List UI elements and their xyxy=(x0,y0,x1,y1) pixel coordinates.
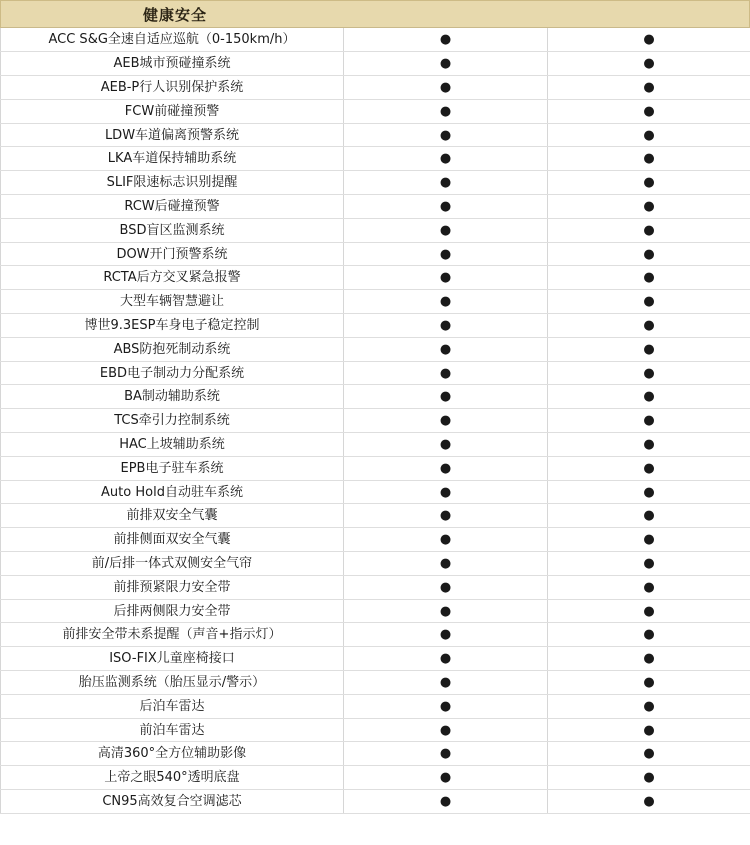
standard-mark-trim-2: ● xyxy=(548,147,750,171)
standard-mark-trim-2: ● xyxy=(548,76,750,100)
feature-name: 上帝之眼540°透明底盘 xyxy=(1,766,344,790)
feature-name: 后排两侧限力安全带 xyxy=(1,599,344,623)
standard-mark-trim-1: ● xyxy=(344,575,548,599)
standard-mark-trim-1: ● xyxy=(344,552,548,576)
table-row xyxy=(1,290,750,314)
standard-mark-trim-2: ● xyxy=(548,385,750,409)
table-row xyxy=(1,314,750,338)
standard-mark-trim-1: ● xyxy=(344,480,548,504)
standard-mark-trim-1: ● xyxy=(344,28,548,52)
table-row xyxy=(1,742,750,766)
table-row xyxy=(1,552,750,576)
standard-mark-trim-1: ● xyxy=(344,599,548,623)
standard-mark-trim-1: ● xyxy=(344,528,548,552)
standard-mark-trim-1: ● xyxy=(344,337,548,361)
table-row xyxy=(1,599,750,623)
table-row xyxy=(1,694,750,718)
standard-mark-trim-2: ● xyxy=(548,123,750,147)
table-row xyxy=(1,409,750,433)
table-row xyxy=(1,623,750,647)
table-row xyxy=(1,433,750,457)
feature-name: ABS防抱死制动系统 xyxy=(1,337,344,361)
table-row xyxy=(1,147,750,171)
feature-name: LDW车道偏离预警系统 xyxy=(1,123,344,147)
standard-mark-trim-1: ● xyxy=(344,385,548,409)
standard-mark-trim-2: ● xyxy=(548,433,750,457)
feature-name: ACC S&G全速自适应巡航（0-150km/h） xyxy=(1,28,344,52)
standard-mark-trim-2: ● xyxy=(548,647,750,671)
standard-mark-trim-2: ● xyxy=(548,28,750,52)
standard-mark-trim-1: ● xyxy=(344,694,548,718)
standard-mark-trim-1: ● xyxy=(344,766,548,790)
standard-mark-trim-1: ● xyxy=(344,76,548,100)
feature-name: HAC上坡辅助系统 xyxy=(1,433,344,457)
standard-mark-trim-2: ● xyxy=(548,480,750,504)
table-row xyxy=(1,28,750,52)
standard-mark-trim-1: ● xyxy=(344,361,548,385)
standard-mark-trim-1: ● xyxy=(344,671,548,695)
table-row xyxy=(1,99,750,123)
standard-mark-trim-1: ● xyxy=(344,171,548,195)
section-title: 健康安全 xyxy=(143,5,208,24)
standard-mark-trim-1: ● xyxy=(344,123,548,147)
standard-mark-trim-2: ● xyxy=(548,552,750,576)
table-row xyxy=(1,52,750,76)
standard-mark-trim-1: ● xyxy=(344,647,548,671)
standard-mark-trim-1: ● xyxy=(344,718,548,742)
standard-mark-trim-1: ● xyxy=(344,409,548,433)
standard-mark-trim-1: ● xyxy=(344,52,548,76)
feature-name: 胎压监测系统（胎压显示/警示） xyxy=(1,671,344,695)
standard-mark-trim-1: ● xyxy=(344,456,548,480)
feature-name: EPB电子驻车系统 xyxy=(1,456,344,480)
standard-mark-trim-2: ● xyxy=(548,337,750,361)
feature-name: FCW前碰撞预警 xyxy=(1,99,344,123)
feature-name: TCS牵引力控制系统 xyxy=(1,409,344,433)
standard-mark-trim-1: ● xyxy=(344,242,548,266)
feature-name: DOW开门预警系统 xyxy=(1,242,344,266)
feature-name: BSD盲区监测系统 xyxy=(1,218,344,242)
feature-name: 前泊车雷达 xyxy=(1,718,344,742)
table-row xyxy=(1,718,750,742)
standard-mark-trim-1: ● xyxy=(344,314,548,338)
table-row xyxy=(1,123,750,147)
standard-mark-trim-2: ● xyxy=(548,456,750,480)
feature-name: 前排双安全气囊 xyxy=(1,504,344,528)
standard-mark-trim-2: ● xyxy=(548,171,750,195)
feature-name: 高清360°全方位辅助影像 xyxy=(1,742,344,766)
feature-name: RCW后碰撞预警 xyxy=(1,195,344,219)
feature-name: 前排侧面双安全气囊 xyxy=(1,528,344,552)
feature-name: 博世9.3ESP车身电子稳定控制 xyxy=(1,314,344,338)
table-row xyxy=(1,575,750,599)
standard-mark-trim-1: ● xyxy=(344,195,548,219)
table-row xyxy=(1,242,750,266)
feature-name: Auto Hold自动驻车系统 xyxy=(1,480,344,504)
standard-mark-trim-1: ● xyxy=(344,218,548,242)
standard-mark-trim-2: ● xyxy=(548,790,750,814)
standard-mark-trim-2: ● xyxy=(548,766,750,790)
standard-mark-trim-2: ● xyxy=(548,504,750,528)
feature-name: AEB城市预碰撞系统 xyxy=(1,52,344,76)
table-row xyxy=(1,195,750,219)
feature-name: 后泊车雷达 xyxy=(1,694,344,718)
standard-mark-trim-1: ● xyxy=(344,433,548,457)
feature-table-body xyxy=(1,28,750,813)
standard-mark-trim-1: ● xyxy=(344,99,548,123)
table-row xyxy=(1,385,750,409)
standard-mark-trim-2: ● xyxy=(548,99,750,123)
standard-mark-trim-1: ● xyxy=(344,147,548,171)
table-row xyxy=(1,671,750,695)
standard-mark-trim-2: ● xyxy=(548,694,750,718)
table-row xyxy=(1,790,750,814)
standard-mark-trim-1: ● xyxy=(344,266,548,290)
feature-table xyxy=(0,28,750,814)
standard-mark-trim-2: ● xyxy=(548,195,750,219)
standard-mark-trim-1: ● xyxy=(344,790,548,814)
standard-mark-trim-1: ● xyxy=(344,742,548,766)
standard-mark-trim-2: ● xyxy=(548,290,750,314)
table-row xyxy=(1,504,750,528)
table-row xyxy=(1,171,750,195)
standard-mark-trim-2: ● xyxy=(548,361,750,385)
feature-name: 前排预紧限力安全带 xyxy=(1,575,344,599)
standard-mark-trim-2: ● xyxy=(548,742,750,766)
standard-mark-trim-2: ● xyxy=(548,242,750,266)
table-row xyxy=(1,266,750,290)
feature-name: BA制动辅助系统 xyxy=(1,385,344,409)
feature-name: RCTA后方交叉紧急报警 xyxy=(1,266,344,290)
table-row xyxy=(1,456,750,480)
table-row xyxy=(1,528,750,552)
section-header xyxy=(0,0,750,28)
standard-mark-trim-1: ● xyxy=(344,623,548,647)
standard-mark-trim-2: ● xyxy=(548,266,750,290)
table-row xyxy=(1,647,750,671)
standard-mark-trim-2: ● xyxy=(548,671,750,695)
feature-name: EBD电子制动力分配系统 xyxy=(1,361,344,385)
table-row xyxy=(1,480,750,504)
table-row xyxy=(1,218,750,242)
table-row xyxy=(1,361,750,385)
standard-mark-trim-2: ● xyxy=(548,314,750,338)
table-row xyxy=(1,76,750,100)
feature-name: AEB-P行人识别保护系统 xyxy=(1,76,344,100)
standard-mark-trim-2: ● xyxy=(548,52,750,76)
feature-name: 前/后排一体式双侧安全气帘 xyxy=(1,552,344,576)
standard-mark-trim-2: ● xyxy=(548,409,750,433)
standard-mark-trim-2: ● xyxy=(548,623,750,647)
feature-name: 大型车辆智慧避让 xyxy=(1,290,344,314)
standard-mark-trim-2: ● xyxy=(548,599,750,623)
table-row xyxy=(1,766,750,790)
feature-name: 前排安全带未系提醒（声音+指示灯） xyxy=(1,623,344,647)
table-row xyxy=(1,337,750,361)
feature-name: ISO-FIX儿童座椅接口 xyxy=(1,647,344,671)
feature-name: CN95高效复合空调滤芯 xyxy=(1,790,344,814)
standard-mark-trim-2: ● xyxy=(548,575,750,599)
standard-mark-trim-1: ● xyxy=(344,290,548,314)
feature-name: SLIF限速标志识别提醒 xyxy=(1,171,344,195)
standard-mark-trim-2: ● xyxy=(548,218,750,242)
feature-name: LKA车道保持辅助系统 xyxy=(1,147,344,171)
standard-mark-trim-2: ● xyxy=(548,528,750,552)
standard-mark-trim-1: ● xyxy=(344,504,548,528)
standard-mark-trim-2: ● xyxy=(548,718,750,742)
